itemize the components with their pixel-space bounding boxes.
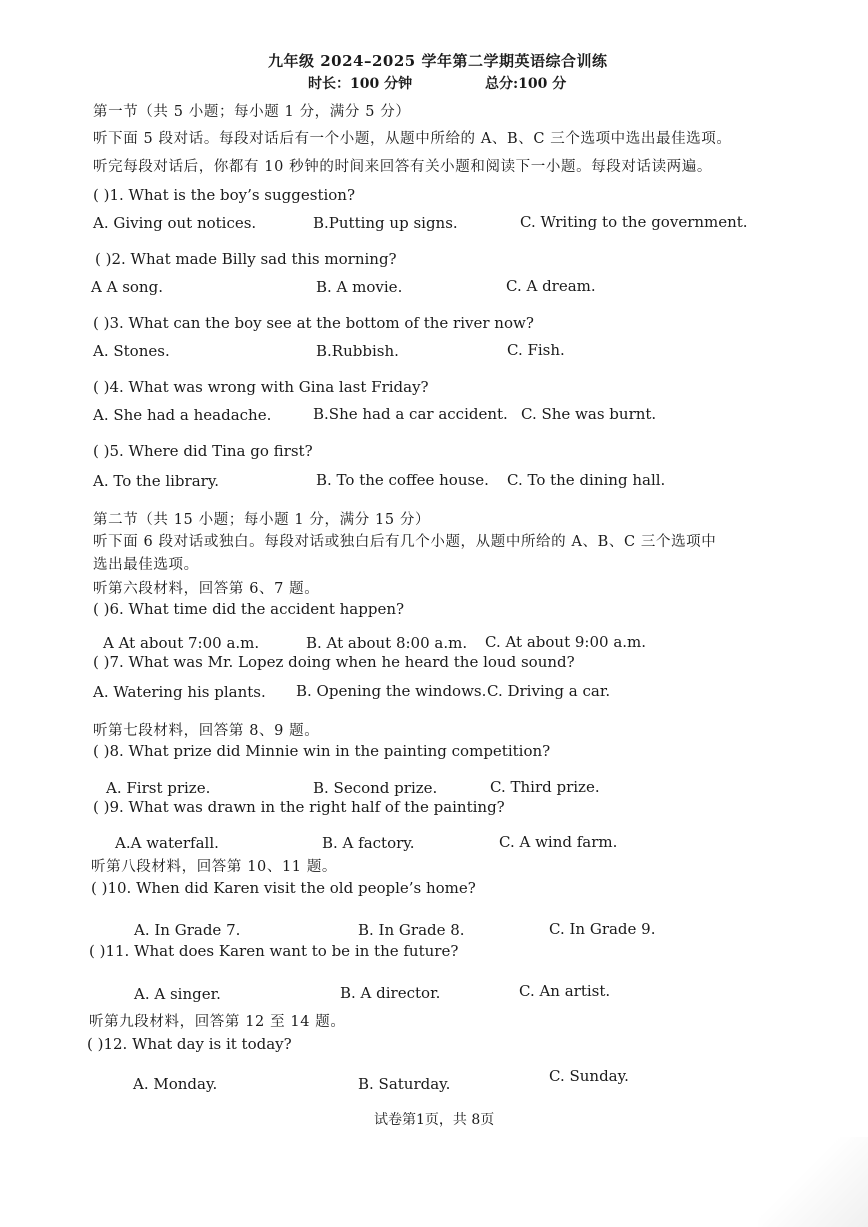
q2-option-b: B. A movie. (316, 278, 403, 296)
q7-option-c: C. Driving a car. (487, 682, 611, 700)
material-7-note: 听第七段材料，回答第 8、9 题。 (93, 723, 320, 739)
q7-option-a: A. Watering his plants. (93, 683, 266, 701)
q1-option-b: B.Putting up signs. (313, 214, 458, 232)
q6-option-a: A At about 7:00 a.m. (103, 634, 260, 652)
section1-instruction-1: 听下面 5 段对话。每段对话后有一个小题，从题中所给的 A、B、C 三个选项中选出最佳选项。 (93, 131, 732, 147)
section2-instruction-2: 选出最佳选项。 (93, 557, 199, 573)
question-6: ( )6. What time did the accident happen? (93, 600, 405, 618)
question-3: ( )3. What can the boy see at the bottom of the river now? (93, 314, 534, 332)
exam-title: 九年级 2024–2025 学年第二学期英语综合训练 (268, 52, 608, 70)
q4-option-c: C. She was burnt. (521, 405, 657, 423)
page-footer: 试卷第1页，共 8页 (374, 1112, 495, 1128)
q4-option-a: A. She had a headache. (93, 406, 272, 424)
question-8: ( )8. What prize did Minnie win in the painting competition? (93, 742, 551, 760)
q5-option-b: B. To the coffee house. (316, 471, 489, 489)
section2-instruction-1: 听下面 6 段对话或独白。每段对话或独白后有几个小题，从题中所给的 A、B、C 三个选项中 (93, 534, 717, 550)
q6-option-b: B. At about 8:00 a.m. (306, 634, 468, 652)
q11-option-a: A. A singer. (134, 985, 221, 1003)
q3-option-c: C. Fish. (507, 341, 565, 359)
q4-option-b: B.She had a car accident. (313, 405, 508, 423)
q8-option-c: C. Third prize. (490, 778, 600, 796)
q7-option-b: B. Opening the windows. (296, 682, 487, 700)
q12-option-b: B. Saturday. (358, 1075, 451, 1093)
q8-option-b: B. Second prize. (313, 779, 438, 797)
q12-option-a: A. Monday. (133, 1075, 218, 1093)
q10-option-b: B. In Grade 8. (358, 921, 465, 939)
q10-option-a: A. In Grade 7. (134, 921, 241, 939)
section1-instruction-2: 听完每段对话后，你都有 10 秒钟的时间来回答有关小题和阅读下一小题。每段对话读两遍。 (93, 159, 712, 175)
q5-option-c: C. To the dining hall. (507, 471, 666, 489)
q9-option-a: A.A waterfall. (115, 834, 219, 852)
q3-option-b: B.Rubbish. (316, 342, 399, 360)
q9-option-b: B. A factory. (322, 834, 415, 852)
question-5: ( )5. Where did Tina go first? (93, 442, 313, 460)
exam-duration: 时长：100 分钟 (308, 76, 413, 92)
exam-total-score: 总分:100 分 (485, 76, 567, 92)
q6-option-c: C. At about 9:00 a.m. (485, 633, 647, 651)
q12-option-c: C. Sunday. (549, 1067, 629, 1085)
question-10: ( )10. When did Karen visit the old people’s home? (91, 879, 476, 897)
material-8-note: 听第八段材料，回答第 10、11 题。 (91, 859, 338, 875)
section2-heading: 第二节（共 15 小题；每小题 1 分，满分 15 分） (93, 512, 431, 528)
question-11: ( )11. What does Karen want to be in the future? (89, 942, 459, 960)
q1-option-a: A. Giving out notices. (93, 214, 257, 232)
question-12: ( )12. What day is it today? (87, 1035, 292, 1053)
scan-shadow (758, 1137, 868, 1227)
q2-option-a: A A song. (91, 278, 163, 296)
q5-option-a: A. To the library. (93, 472, 220, 490)
question-4: ( )4. What was wrong with Gina last Friday? (93, 378, 429, 396)
q3-option-a: A. Stones. (93, 342, 170, 360)
material-9-note: 听第九段材料，回答第 12 至 14 题。 (89, 1014, 346, 1030)
q10-option-c: C. In Grade 9. (549, 920, 656, 938)
material-6-note: 听第六段材料，回答第 6、7 题。 (93, 581, 320, 597)
q8-option-a: A. First prize. (106, 779, 211, 797)
q11-option-c: C. An artist. (519, 982, 611, 1000)
q2-option-c: C. A dream. (506, 277, 596, 295)
question-1: ( )1. What is the boy’s suggestion? (93, 186, 356, 204)
section1-heading: 第一节（共 5 小题；每小题 1 分，满分 5 分） (93, 104, 411, 120)
question-7: ( )7. What was Mr. Lopez doing when he heard the loud sound? (93, 653, 575, 671)
q1-option-c: C. Writing to the government. (520, 213, 748, 231)
q11-option-b: B. A director. (340, 984, 441, 1002)
question-2: ( )2. What made Billy sad this morning? (95, 250, 397, 268)
q9-option-c: C. A wind farm. (499, 833, 618, 851)
question-9: ( )9. What was drawn in the right half of the painting? (93, 798, 505, 816)
